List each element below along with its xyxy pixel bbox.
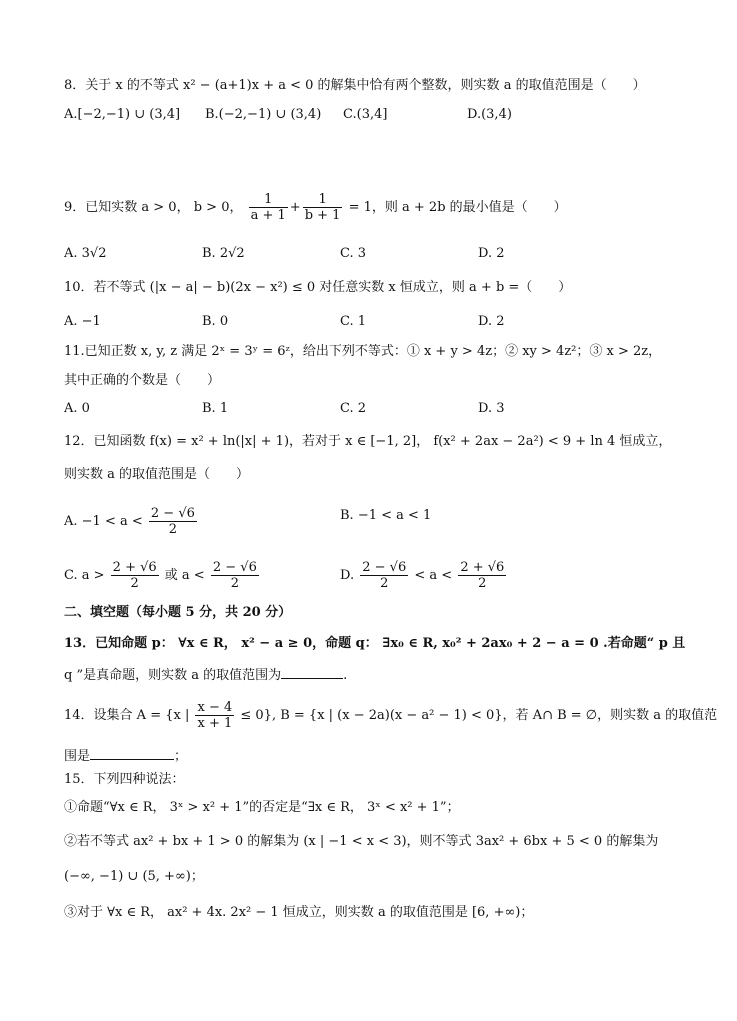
- q12-c-pre: C. a >: [64, 568, 105, 583]
- q12-c-den2: 2: [230, 576, 239, 591]
- q10-option-b: B. 0: [202, 314, 229, 329]
- q9-frac1-den: a + 1: [250, 208, 286, 223]
- q14-line2: [64, 745, 187, 767]
- q9-option-b: B. 2√2: [202, 246, 245, 261]
- q8-option-c: C.(3,4]: [343, 107, 388, 122]
- q9-post: = 1，则 a + 2b 的最小值是（ ）: [348, 200, 567, 215]
- q12-option-a: [64, 506, 199, 537]
- q12-d-fraction-2: [458, 560, 506, 591]
- q14-answer-blank[interactable]: [90, 745, 174, 760]
- q15-statement-1: ①命题“∀x ∈ R， 3ˣ > x² + 1”的否定是“∃x ∈ R， 3ˣ < x² + 1”；: [64, 800, 460, 815]
- q12-c-num2: 2 − √6: [212, 560, 257, 575]
- q9-stem: 9．已知实数 a > 0， b > 0， $\frac{1}{a + 1}$ + $\frac{1}{b + 1}$ = 1，则 a + 2b 的最小值是（ ）: [64, 192, 567, 223]
- q12-line2: 则实数 a 的取值范围是（ ）: [64, 467, 250, 482]
- q12-d-fraction-1: [360, 560, 408, 591]
- q14-post: ≤ 0}, B = {x | (x − 2a)(x − a² − 1) < 0}，若 A∩ B = ∅，则实数 a 的取值范: [240, 708, 718, 723]
- q12-a-den: 2: [168, 522, 178, 537]
- q12-a-fraction: [149, 506, 197, 537]
- q11-option-a: A. 0: [64, 401, 90, 416]
- q10-stem: 10．若不等式 (|x − a| − b)(2x − x²) ≤ 0 对任意实数 x 恒成立，则 a + b =（ ）: [64, 280, 572, 295]
- q10-option-d: D. 2: [478, 314, 505, 329]
- q8-option-b: B.(−2,−1) ∪ (3,4): [205, 107, 322, 122]
- q9-frac2-den: b + 1: [304, 208, 341, 223]
- q12-c-den1: 2: [130, 576, 139, 591]
- q12-c-fraction-1: [111, 560, 159, 591]
- q14-line2-post: ；: [174, 749, 188, 764]
- q15-statement-3: ③对于 ∀x ∈ R， ax² + 4x. 2x² − 1 恒成立，则实数 a 的取值范围是 [6, +∞)；: [64, 905, 534, 920]
- q8-stem: 8．关于 x 的不等式 x² − (a+1)x + a < 0 的解集中恰有两个整数，则实数 a 的取值范围是（ ）: [64, 78, 646, 93]
- q15-title: 15．下列四种说法：: [64, 772, 185, 787]
- q10-option-a: A. −1: [64, 314, 101, 329]
- q9-frac1-num: 1: [249, 192, 288, 208]
- q14-line1: [64, 700, 717, 731]
- q14-frac-num: x − 4: [197, 700, 233, 715]
- q13-line2: [64, 664, 347, 686]
- q9-frac2-num: 1: [303, 192, 343, 208]
- q14-line2-pre: 围是: [64, 749, 91, 764]
- q11-line2: 其中正确的个数是（ ）: [64, 373, 221, 388]
- q15-statement-2-line2: (−∞, −1) ∪ (5, +∞)；: [64, 869, 204, 884]
- q12-option-c: [64, 560, 261, 591]
- q9-fraction-1: [249, 192, 288, 223]
- q15-statement-2-line1: ②若不等式 ax² + bx + 1 > 0 的解集为 (x | −1 < x < 3)，则不等式 3ax² + 6bx + 5 < 0 的解集为: [64, 834, 659, 849]
- q11-option-b: B. 1: [202, 401, 229, 416]
- q9-option-c: C. 3: [340, 246, 367, 261]
- q13-line1: 13．已知命题 p： ∀x ∈ R， x² − a ≥ 0，命题 q： ∃x₀ ∈ R, x₀² + 2ax₀ + 2 − a = 0 .若命题“ p 且: [64, 636, 686, 651]
- q13-line2-post: .: [343, 668, 348, 683]
- q12-option-d: [340, 560, 508, 591]
- q12-c-fraction-2: [211, 560, 259, 591]
- q14-frac-den: x + 1: [197, 716, 233, 731]
- q9-option-a: A. 3√2: [64, 246, 107, 261]
- q9-option-d: D. 2: [478, 246, 505, 261]
- q12-d-den1: 2: [380, 576, 389, 591]
- q13-line2-pre: q ”是真命题，则实数 a 的取值范围为: [64, 668, 282, 683]
- q9-pre: 9．已知实数 a > 0， b > 0，: [64, 200, 243, 215]
- q12-line1: 12．已知函数 f(x) = x² + ln(|x| + 1)，若对于 x ∈ [−1, 2]， f(x² + 2ax − 2a²) < 9 + ln 4 恒成立，: [64, 434, 672, 449]
- q8-option-d: D.(3,4): [467, 107, 512, 122]
- q11-option-c: C. 2: [340, 401, 367, 416]
- q14-fraction: [195, 700, 234, 731]
- q12-d-mid: < a <: [414, 568, 453, 583]
- q12-d-pre: D.: [340, 568, 355, 583]
- q14-pre: 14．设集合 A = {x |: [64, 708, 190, 723]
- q12-c-mid: 或 a <: [164, 568, 205, 583]
- q11-line1: 11.已知正数 x, y, z 满足 2ˣ = 3ʸ = 6ᶻ，给出下列不等式：① x + y > 4z；② xy > 4z²；③ x > 2z，: [64, 344, 662, 359]
- section-heading: 二、填空题（每小题 5 分，共 20 分）: [64, 605, 292, 620]
- q12-c-num1: 2 + √6: [112, 560, 157, 575]
- q12-option-b: B. −1 < a < 1: [340, 508, 432, 523]
- q13-answer-blank[interactable]: [281, 664, 343, 679]
- q11-option-d: D. 3: [478, 401, 505, 416]
- q12-d-den2: 2: [478, 576, 487, 591]
- q12-a-pre: A. −1 < a <: [64, 514, 143, 529]
- q8-option-a: A.[−2,−1) ∪ (3,4]: [64, 107, 181, 122]
- q12-a-num: 2 − √6: [150, 506, 195, 521]
- q12-d-num1: 2 − √6: [362, 560, 407, 575]
- q12-d-num2: 2 + √6: [460, 560, 505, 575]
- q9-fraction-2: [303, 192, 343, 223]
- q10-option-c: C. 1: [340, 314, 367, 329]
